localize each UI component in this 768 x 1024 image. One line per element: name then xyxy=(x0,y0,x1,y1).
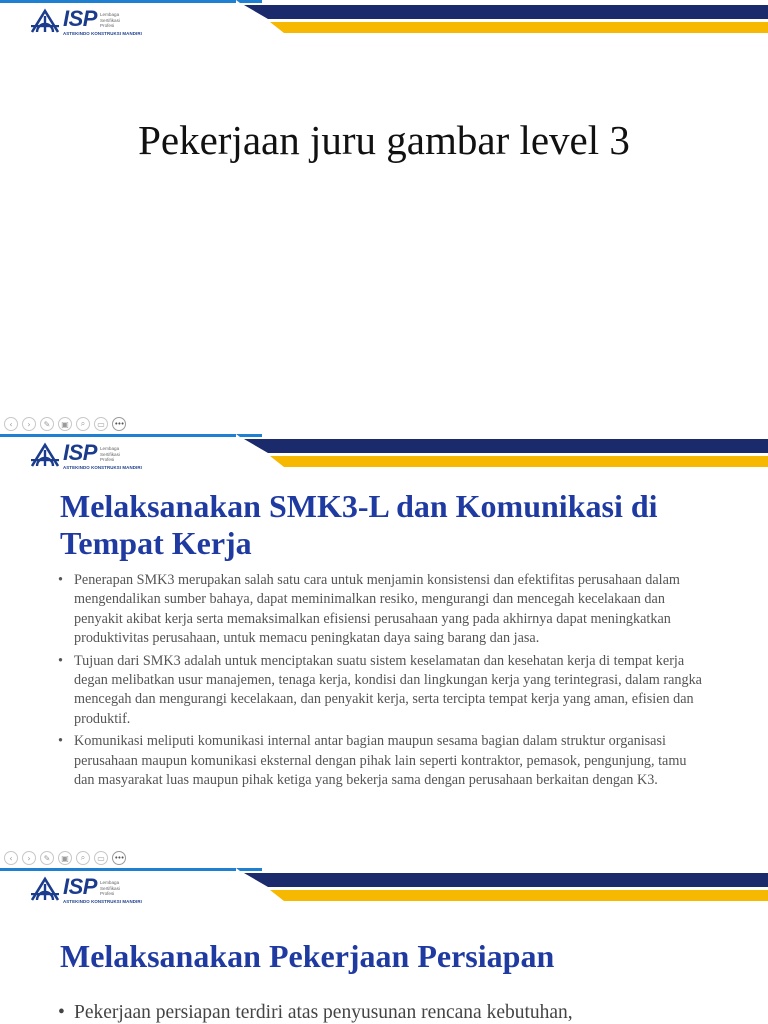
bullet-item xyxy=(58,1001,748,1024)
logo-line: Sertifikasi xyxy=(99,17,120,23)
logo-emblem-icon xyxy=(30,442,60,468)
bullet-list xyxy=(58,571,708,793)
logo-line: Sertifikasi xyxy=(99,451,120,457)
bullet-text: Tujuan dari SMK3 adalah untuk menciptakan suatu sistem keselamatan dan kesehatan kerja di tempat kerja degan melibatkan usur manajemen, tenaga kerja, kondisi dan lingkungan kerja yang terintegrasi, dalam rangka mencegah dan mengurangi kecelakaan, dan penyakit kerja, serta tercipta tempat kerja yang aman, efisien dan produktif. xyxy=(74,652,702,727)
slide-toolbar xyxy=(0,847,768,869)
bullet-text: Penerapan SMK3 merupakan salah satu cara untuk menjamin konsistensi dan efektifitas perusahaan dalam mengendalikan sumber bahaya, dapat meminimalkan resiko, mengurangi dan mencegah kecelakaan dan penyakit akibat kerja serta memaksimalkan efisiensi perusahaan yang pada akhirnya dapat meningkatkan produktivitas perusahaan, untuk memacu peningkatan daya saing barang dan jasa. xyxy=(74,572,680,647)
logo-subtitle: ASTEKINDO KONSTRUKSI MANDIRI xyxy=(63,899,142,904)
logo-emblem-icon xyxy=(30,876,60,902)
bullet-item xyxy=(58,571,708,649)
logo-line: Lembaga xyxy=(99,446,120,452)
logo-line: Profesi xyxy=(99,456,115,462)
isp-logo xyxy=(30,876,142,904)
slides-icon[interactable]: ▣ xyxy=(58,417,72,431)
bullet-text: Komunikasi meliputi komunikasi internal antar bagian maupun sesama bagian dalam struktur organisasi perusahaan maupun komunikasi eksternal dengan pihak lain seperti kontraktor, pemasok, pengunjung, tamu dan masyarakat luas maupun pihak ketiga yang bekerja sama dengan perusahaan berkaitan dengan K3. xyxy=(74,733,687,789)
next-icon[interactable]: › xyxy=(22,417,36,431)
zoom-icon[interactable]: ⌕ xyxy=(76,851,90,865)
prev-icon[interactable]: ‹ xyxy=(4,851,18,865)
subtitles-icon[interactable]: ▭ xyxy=(94,417,108,431)
logo-name: ISP xyxy=(63,440,97,465)
bullet-item xyxy=(58,652,708,730)
bullet-marker: • xyxy=(58,652,63,669)
slides-icon[interactable]: ▣ xyxy=(58,851,72,865)
pen-icon[interactable]: ✎ xyxy=(40,417,54,431)
logo-emblem-icon xyxy=(30,8,60,34)
slide-toolbar xyxy=(0,413,768,435)
bullet-marker: • xyxy=(58,733,63,750)
slide-title: Melaksanakan Pekerjaan Persiapan xyxy=(60,938,555,974)
logo-line: Sertifikasi xyxy=(99,885,120,891)
subtitles-icon[interactable]: ▭ xyxy=(94,851,108,865)
slide-3 xyxy=(0,868,768,1024)
logo-line: Lembaga xyxy=(99,880,120,886)
logo-line: Lembaga xyxy=(99,12,120,18)
slide-2 xyxy=(0,434,768,846)
logo-name: ISP xyxy=(63,874,97,899)
logo-subtitle: ASTEKINDO KONSTRUKSI MANDIRI xyxy=(63,465,142,470)
slide-1 xyxy=(0,0,768,412)
logo-subtitle: ASTEKINDO KONSTRUKSI MANDIRI xyxy=(63,31,142,36)
bullet-item xyxy=(58,732,708,790)
bullet-text: Pekerjaan persiapan terdiri atas penyusunan rencana kebutuhan, xyxy=(74,1002,573,1023)
pen-icon[interactable]: ✎ xyxy=(40,851,54,865)
slide-title: Pekerjaan juru gambar level 3 xyxy=(138,117,630,163)
bullet-marker: • xyxy=(58,572,63,588)
logo-line: Profesi xyxy=(99,890,115,896)
bullet-list xyxy=(58,1001,748,1024)
more-icon[interactable]: ••• xyxy=(112,417,126,431)
slide-title: Melaksanakan SMK3-L dan Komunikasi di Tempat Kerja xyxy=(60,488,658,561)
isp-logo xyxy=(30,442,142,470)
zoom-icon[interactable]: ⌕ xyxy=(76,417,90,431)
next-icon[interactable]: › xyxy=(22,851,36,865)
more-icon[interactable]: ••• xyxy=(112,851,126,865)
prev-icon[interactable]: ‹ xyxy=(4,417,18,431)
bullet-marker: • xyxy=(58,1002,65,1023)
logo-line: Profesi xyxy=(99,22,115,28)
logo-name: ISP xyxy=(63,6,97,31)
isp-logo xyxy=(30,8,142,36)
